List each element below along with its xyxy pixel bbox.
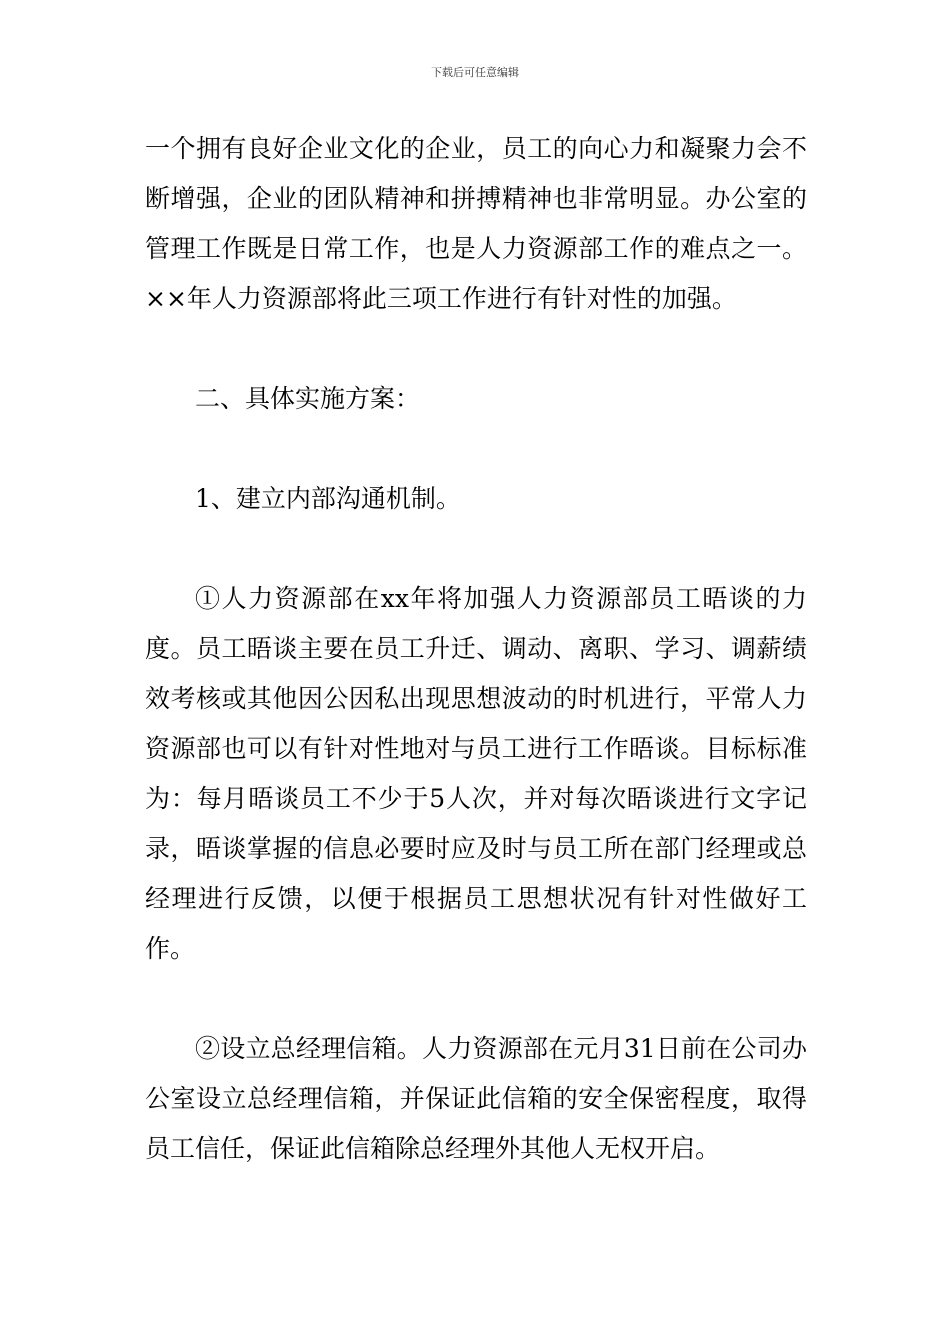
subheading-communication-mechanism: 1、建立内部沟通机制。 (195, 484, 461, 513)
document-body (145, 124, 807, 1174)
section-heading-implementation: 二、具体实施方案： (195, 384, 421, 413)
page-header: 下载后可任意编辑 (431, 66, 519, 79)
paragraph-gap (145, 524, 807, 574)
paragraph-culture-intro: 一个拥有良好企业文化的企业，员工的向心力和凝聚力会不断增强，企业的团队精神和拼搏精神也非常明显。办公室的管理工作既是日常工作，也是人力资源部工作的难点之一。××年人力资源部将此三项工作进行有针对性的加强。 (145, 134, 807, 313)
paragraph-gap (145, 424, 807, 474)
paragraph-gap (145, 974, 807, 1024)
paragraph-employee-interviews: ①人力资源部在xx年将加强人力资源部员工晤谈的力度。员工晤谈主要在员工升迁、调动、离职、学习、调薪绩效考核或其他因公因私出现思想波动的时机进行，平常人力资源部也可以有针对性地对与员工进行工作晤谈。目标标准为：每月晤谈员工不少于5人次，并对每次晤谈进行文字记录，晤谈掌握的信息必要时应及时与员工所在部门经理或总经理进行反馈，以便于根据员工思想状况有针对性做好工作。 (145, 584, 807, 963)
paragraph-manager-mailbox: ②设立总经理信箱。人力资源部在元月31日前在公司办公室设立总经理信箱，并保证此信箱的安全保密程度，取得员工信任，保证此信箱除总经理外其他人无权开启。 (145, 1034, 807, 1163)
paragraph-gap (145, 324, 807, 374)
